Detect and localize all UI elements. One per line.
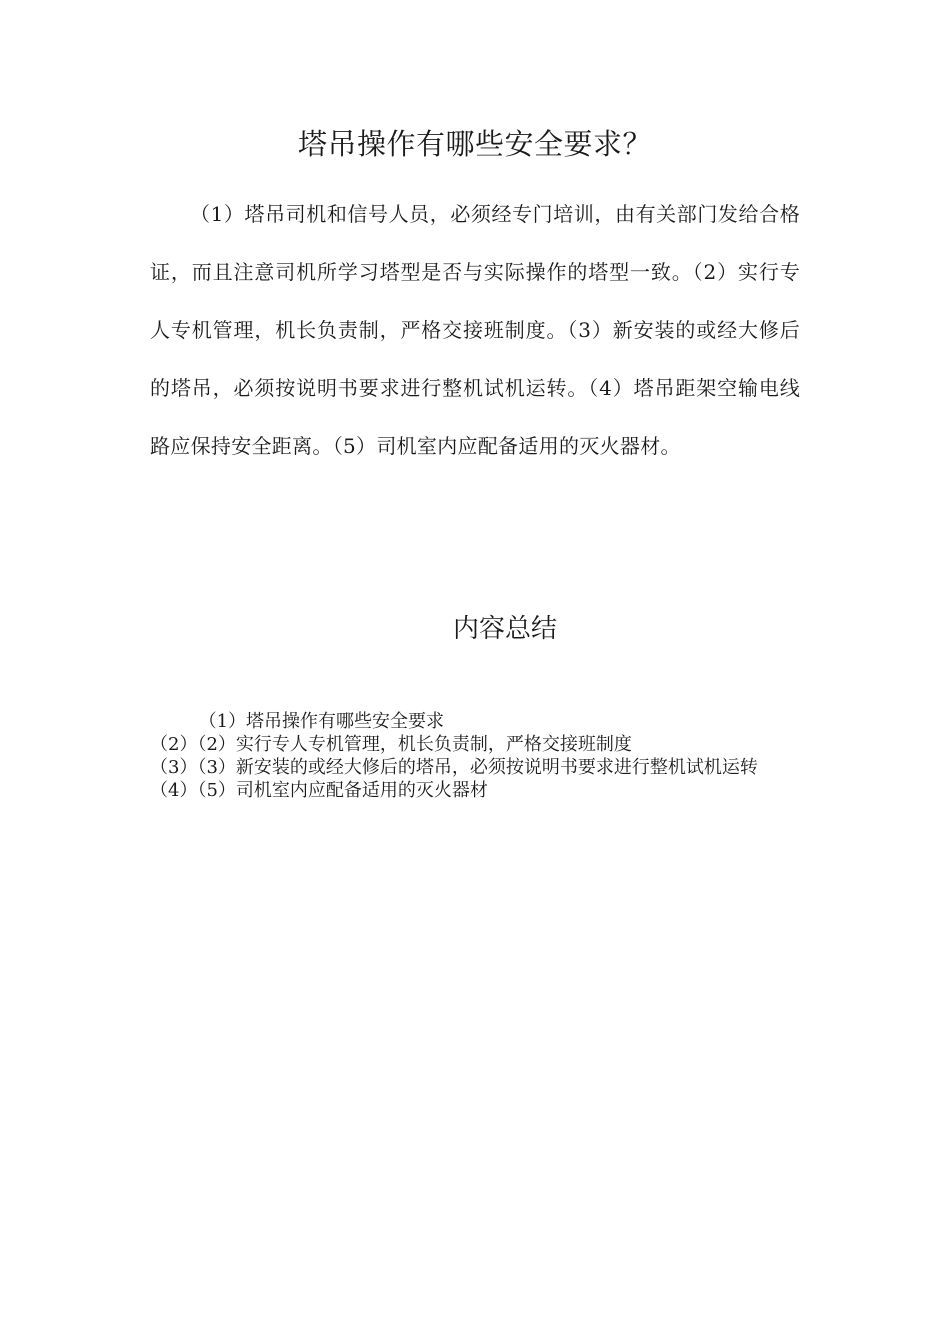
summary-item: （2）（2）实行专人专机管理，机长负责制，严格交接班制度 — [150, 734, 632, 755]
summary-title: 内容总结 — [452, 614, 557, 644]
summary-list — [150, 710, 800, 802]
summary-item: （4）（5）司机室内应配备适用的灭火器材 — [150, 780, 488, 801]
document-title: 塔吊操作有哪些安全要求？ — [297, 127, 652, 161]
body-paragraph: （1）塔吊司机和信号人员，必须经专门培训，由有关部门发给合格证，而且注意司机所学习塔型是否与实际操作的塔型一致。（2）实行专人专机管理，机长负责制，严格交接班制度。（3）新安装的或经大修后的塔吊，必须按说明书要求进行整机试机运转。（4）塔吊距架空输电线路应保持安全距离。（5）司机室内应配备适用的灭火器材。 — [150, 202, 800, 458]
summary-item: （1）塔吊操作有哪些安全要求 — [198, 711, 445, 732]
summary-item: （3）（3）新安装的或经大修后的塔吊，必须按说明书要求进行整机试机运转 — [150, 757, 758, 778]
